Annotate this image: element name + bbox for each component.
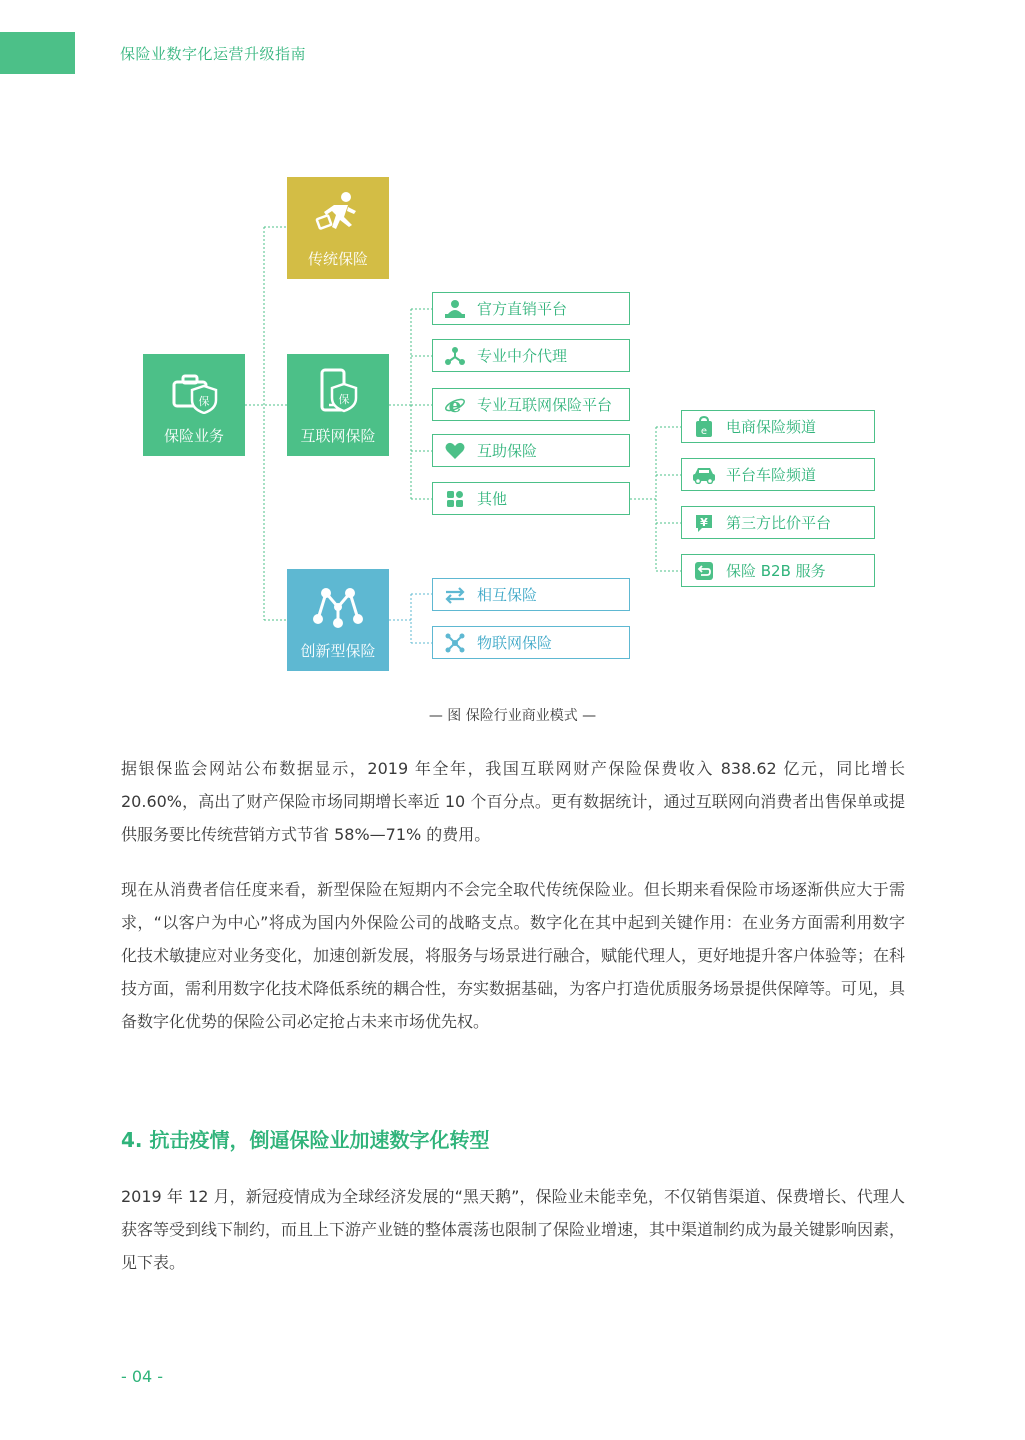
grid-icon [443, 488, 467, 510]
business-model-diagram [0, 0, 1025, 700]
leaf-price-comparison-platform [681, 506, 875, 539]
leaf-label: 第三方比价平台 [726, 514, 832, 532]
return-box-icon [692, 560, 716, 582]
leaf-car-insurance-channel [681, 458, 875, 491]
leaf-mutual-insurance [432, 578, 630, 611]
leaf-label: 平台车险频道 [726, 466, 817, 484]
leaf-label: 电商保险频道 [726, 418, 817, 436]
leaf-iot-insurance [432, 626, 630, 659]
tile-label: 互联网保险 [300, 427, 376, 445]
leaf-others [432, 482, 630, 515]
section-title: 4. 抗击疫情，倒逼保险业加速数字化转型 [121, 1128, 490, 1152]
heart-icon [443, 440, 467, 462]
figure-caption: — 图 保险行业商业模式 — [428, 708, 597, 724]
car-icon [692, 464, 716, 486]
yen-icon [692, 512, 716, 534]
leaf-ecommerce-channel [681, 410, 875, 443]
running-title: 保险业数字化运营升级指南 [120, 45, 307, 63]
leaf-label: 互助保险 [477, 442, 538, 460]
tile-internet-insurance [287, 354, 389, 456]
tile-label: 保险业务 [163, 427, 224, 445]
leaf-label: 其他 [477, 490, 508, 508]
leaf-professional-agency [432, 339, 630, 372]
leaf-label: 相互保险 [477, 586, 538, 604]
tile-insurance-business [143, 354, 245, 456]
shopping-bag-icon [692, 416, 716, 438]
paragraph-pandemic-impact: 2019 年 12 月，新冠疫情成为全球经济发展的“黑天鹅”，保险业未能幸免，不仅销售渠道、保费增长、代理人获客等受到线下制约，而且上下游产业链的整体震荡也限制了保险业增速，其中渠道制约成为最关键影响因素，见下表。 [121, 1187, 906, 1272]
iot-icon [443, 632, 467, 654]
svg-text:保: 保 [198, 395, 210, 408]
svg-text:保: 保 [338, 393, 350, 406]
leaf-label: 官方直销平台 [477, 300, 568, 318]
leaf-b2b-service [681, 554, 875, 587]
leaf-mutual-aid [432, 434, 630, 467]
exchange-arrows-icon [443, 584, 467, 606]
tile-innovative-insurance [287, 569, 389, 671]
molecule-network-icon [287, 581, 389, 633]
page-number: - 04 - [121, 1367, 164, 1386]
leaf-label: 专业互联网保险平台 [477, 396, 613, 414]
tile-traditional-insurance [287, 177, 389, 279]
paragraph-revenue-stats: 据银保监会网站公布数据显示，2019 年全年，我国互联网财产保险保费收入 838.62 亿元，同比增长 20.60%，高出了财产保险市场同期增长率近 10 个百分点。更有数据统计，通过互联网向消费者出售保单或提供服务要比传统营销方式节省 58%—71% 的费用。 [121, 759, 905, 844]
person-desk-icon [443, 298, 467, 320]
tile-label: 创新型保险 [300, 642, 376, 660]
svg-text:e: e [700, 425, 708, 437]
leaf-official-direct-sales [432, 292, 630, 325]
running-man-icon [287, 189, 389, 241]
tile-label: 传统保险 [307, 250, 368, 268]
paragraph-digital-role: 现在从消费者信任度来看，新型保险在短期内不会完全取代传统保险业。但长期来看保险市场逐渐供应大于需求，“以客户为中心”将成为国内外保险公司的战略支点。数字化在其中起到关键作用：在业务方面需利用数字化技术敏捷应对业务变化，加速创新发展，将服务与场景进行融合，赋能代理人，更好地提升客户体验等；在科技方面，需利用数字化技术降低系统的耦合性，夯实数据基础，为客户打造优质服务场景提供保障等。可见，具备数字化优势的保险公司必定抢占未来市场优先权。 [121, 880, 906, 1031]
leaf-label: 专业中介代理 [477, 347, 568, 365]
ie-browser-icon [443, 394, 467, 416]
phone-shield-icon [287, 366, 389, 418]
network-nodes-icon [443, 345, 467, 367]
svg-text:¥: ¥ [700, 515, 708, 529]
svg-text:e: e [448, 393, 462, 416]
briefcase-shield-icon [143, 366, 245, 418]
leaf-label: 物联网保险 [477, 634, 553, 652]
leaf-label: 保险 B2B 服务 [726, 562, 826, 580]
leaf-internet-insurance-platform [432, 388, 630, 421]
